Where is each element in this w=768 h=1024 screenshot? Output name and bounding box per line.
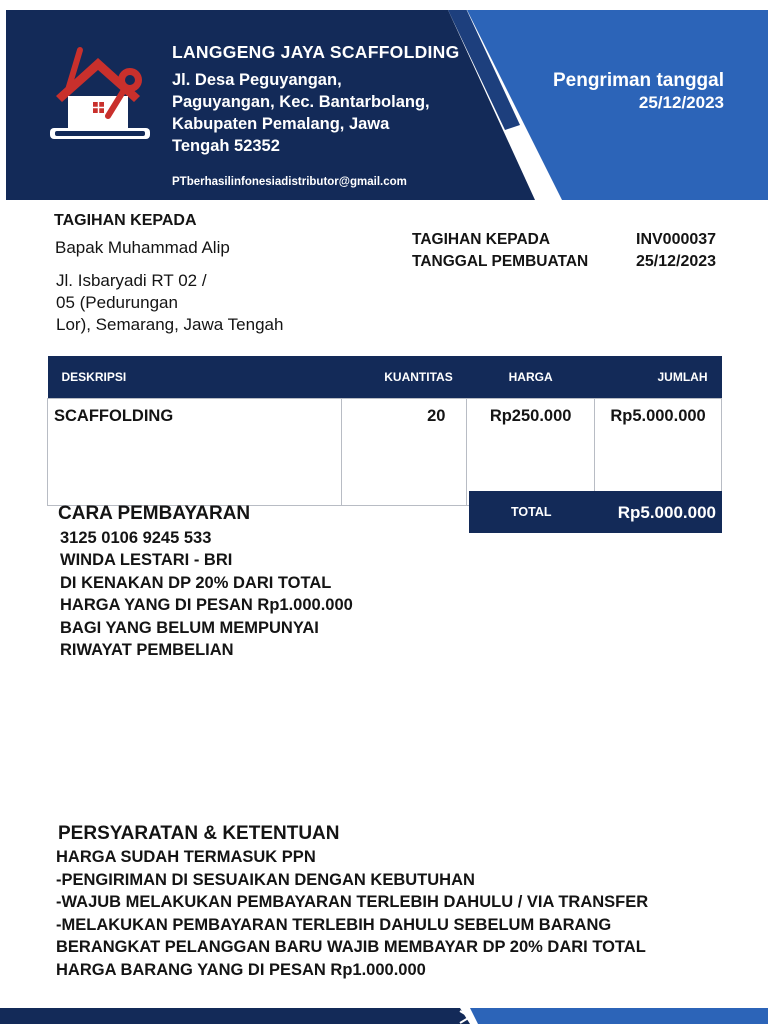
terms-line: -PENGIRIMAN DI SESUAIKAN DENGAN KEBUTUHAN: [56, 870, 475, 889]
column-header-quantity: KUANTITAS: [342, 356, 467, 399]
payment-line: BAGI YANG BELUM MEMPUNYAI: [60, 618, 319, 637]
shipping-label: Pengriman tanggal: [552, 70, 724, 91]
invoice-number-label: TAGIHAN KEPADA: [412, 231, 551, 248]
bill-to-title: TAGIHAN KEPADA: [54, 212, 197, 229]
house-tools-icon: [46, 44, 156, 144]
invoice-date-label: TANGGAL PEMBUATAN: [412, 253, 589, 270]
terms-line: HARGA BARANG YANG DI PESAN Rp1.000.000: [56, 960, 426, 979]
company-email: PTberhasilinfonesiadistributor@gmail.com: [172, 176, 407, 188]
payment-line: 3125 0106 9245 533: [60, 529, 212, 547]
payment-title: CARA PEMBAYARAN: [58, 503, 251, 524]
bill-to-name: Bapak Muhammad Alip: [55, 238, 230, 257]
terms-line: -MELAKUKAN PEMBAYARAN TERLEBIH DAHULU SEBELUM BARANG: [56, 915, 612, 934]
item-description: SCAFFOLDING: [48, 399, 342, 506]
invoice-meta-values: [636, 229, 716, 273]
terms-details: [56, 846, 648, 982]
bill-to-address: [56, 270, 336, 336]
payment-line: DI KENAKAN DP 20% DARI TOTAL: [60, 573, 332, 592]
payment-line: WINDA LESTARI - BRI: [60, 551, 233, 570]
column-header-price: HARGA: [467, 356, 595, 399]
total-label: TOTAL: [511, 505, 552, 519]
items-table: [47, 356, 722, 506]
table-header-row: [48, 356, 722, 399]
bill-to-address-line: Lor), Semarang, Jawa Tengah: [56, 315, 284, 334]
invoice-meta-labels: [412, 229, 588, 273]
table-row: [48, 399, 722, 506]
invoice-header: [0, 0, 768, 200]
invoice-date: 25/12/2023: [636, 253, 717, 270]
terms-line: HARGA SUDAH TERMASUK PPN: [56, 848, 316, 866]
shipping-date: 25/12/2023: [638, 93, 724, 112]
item-quantity: 20: [342, 399, 467, 506]
total-box: [469, 491, 722, 533]
payment-details: [60, 527, 353, 661]
terms-title: PERSYARATAN & KETENTUAN: [58, 823, 340, 844]
shipping-date-block: [510, 70, 724, 113]
company-address-line: Tengah 52352: [172, 137, 280, 155]
item-amount: Rp5.000.000: [595, 399, 722, 506]
company-block: [172, 42, 492, 157]
footer-band: [0, 1008, 768, 1024]
invoice-number: INV000037: [636, 231, 717, 248]
company-address: [172, 69, 492, 157]
item-price: Rp250.000: [467, 399, 595, 506]
terms-line: -WAJUB MELAKUKAN PEMBAYARAN TERLEBIH DAHULU / VIA TRANSFER: [56, 893, 649, 912]
bill-to-address-line: Jl. Isbaryadi RT 02 /: [56, 271, 207, 290]
company-name: LANGGENG JAYA SCAFFOLDING: [172, 42, 460, 62]
column-header-description: DESKRIPSI: [48, 356, 342, 399]
payment-line: HARGA YANG DI PESAN Rp1.000.000: [60, 596, 353, 615]
column-header-amount: JUMLAH: [595, 356, 722, 399]
company-address-line: Paguyangan, Kec. Bantarbolang,: [172, 93, 430, 111]
company-address-line: Kabupaten Pemalang, Jawa: [172, 115, 390, 133]
company-address-line: Jl. Desa Peguyangan,: [172, 71, 342, 89]
bill-to-address-line: 05 (Pedurungan: [56, 293, 178, 312]
payment-line: RIWAYAT PEMBELIAN: [60, 641, 234, 660]
total-value: Rp5.000.000: [617, 503, 716, 522]
terms-line: BERANGKAT PELANGGAN BARU WAJIB MEMBAYAR DP 20% DARI TOTAL: [56, 938, 646, 957]
